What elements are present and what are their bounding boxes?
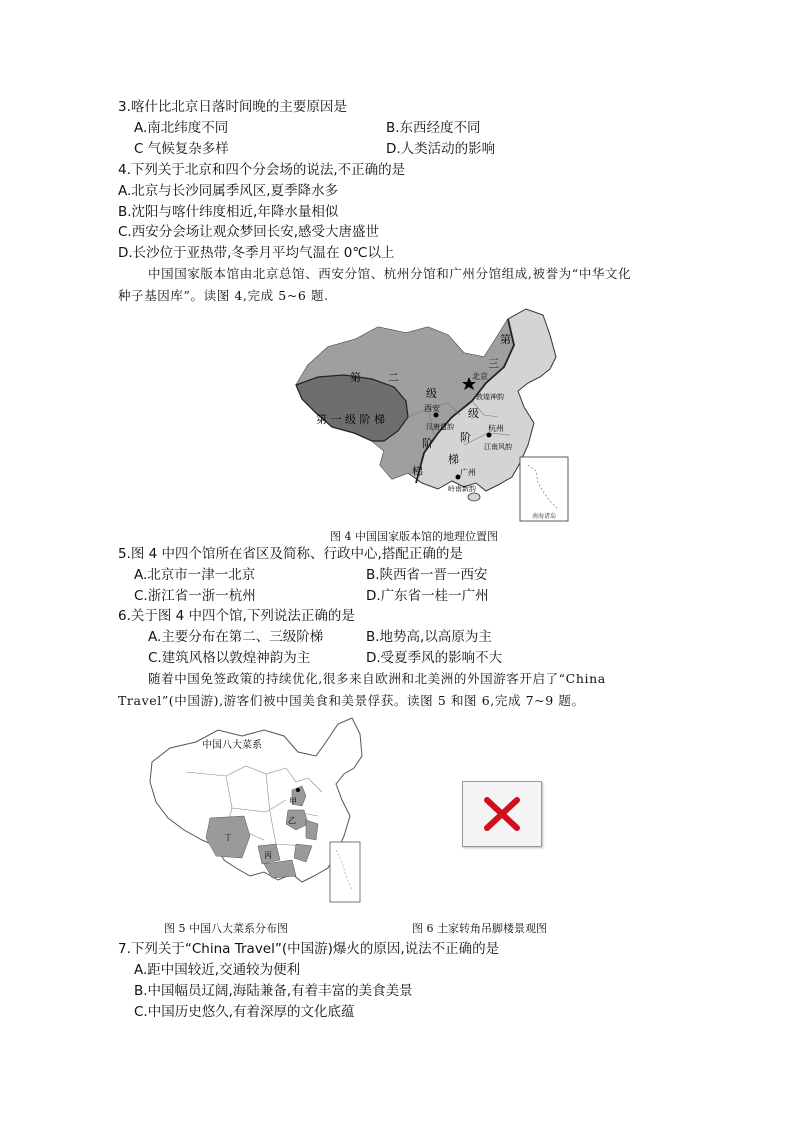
hangzhou-label: 杭州 [488, 424, 504, 433]
question-4-option-c: C.西安分会场让观众梦回长安,感受大唐盛世 [118, 224, 380, 240]
question-3-option-b: B.东西经度不同 [386, 120, 481, 136]
question-6-option-d: D.受夏季风的影响不大 [366, 650, 503, 666]
question-3-option-d: D.人类活动的影响 [386, 141, 496, 157]
beijing-label: 北京 [472, 372, 488, 381]
province-label-yi: 乙 [288, 816, 296, 825]
question-5-option-d: D.广东省一桂一广州 [366, 588, 489, 604]
xian-dot [434, 413, 439, 418]
question-6-option-b: B.地势高,以高原为主 [366, 629, 492, 645]
beijing-dot-fig5 [296, 788, 300, 792]
second-step-label-di: 第 [350, 371, 361, 384]
question-4-option-a: A.北京与长沙同属季风区,夏季降水多 [118, 183, 339, 199]
first-step-label: 第 一 级 阶 梯 [316, 413, 385, 426]
second-step-label-er: 二 [388, 371, 399, 384]
province-label-bing: 丙 [264, 851, 272, 860]
hangzhou-sub-label: 江南风韵 [484, 443, 512, 451]
question-6-option-c: C.建筑风格以敦煌神韵为主 [148, 650, 311, 666]
xian-sub-label: 汉唐遗韵 [426, 423, 454, 431]
intro-paragraph-2-line-1: 随着中国免签政策的持续优化,很多来自欧洲和北美洲的外国游客开启了“China [148, 671, 606, 686]
question-3-stem: 3.喀什比北京日落时间晚的主要原因是 [118, 99, 347, 115]
broken-image-icon [463, 782, 541, 846]
map-inset-label: 南海诸岛 [532, 513, 557, 520]
third-step-label-jie: 阶 [460, 431, 471, 444]
question-5-option-a: A.北京市一津一北京 [134, 567, 256, 583]
hangzhou-dot [487, 433, 492, 438]
figure-5-cuisine-map [146, 712, 366, 908]
question-6-stem: 6.关于图 4 中四个馆,下列说法正确的是 [118, 608, 355, 624]
second-step-label-jie: 阶 [422, 437, 433, 450]
province-label-ding: 丁 [224, 833, 232, 842]
figure-4-terrain-map [288, 305, 573, 525]
intro-paragraph-2-line-2: Travel”(中国游),游客们被中国美食和美景俘获。读图 5 和图 6,完成 7~9 题。 [118, 693, 585, 708]
third-step-label-ti: 梯 [448, 453, 459, 466]
question-7-option-a: A.距中国较近,交通较为便利 [134, 962, 301, 978]
question-5-stem: 5.图 4 中四个馆所在省区及简称、行政中心,搭配正确的是 [118, 546, 463, 562]
intro-paragraph-1-line-2: 种子基因库”。读图 4,完成 5~6 题. [118, 288, 329, 303]
guangzhou-label: 广州 [460, 468, 476, 477]
question-7-stem: 7.下列关于“China Travel”(中国游)爆火的原因,说法不正确的是 [118, 941, 500, 957]
question-3-option-c: C 气候复杂多样 [134, 141, 229, 157]
second-step-label-ji: 级 [426, 387, 437, 400]
xian-label: 西安 [424, 404, 440, 413]
third-step-label-san: 三 [488, 357, 499, 370]
question-4-option-d: D.长沙位于亚热带,冬季月平均气温在 0℃以上 [118, 245, 395, 261]
question-3-option-a: A.南北纬度不同 [134, 120, 229, 136]
figure-6-broken-image [462, 781, 542, 847]
third-step-label-di: 第 [500, 333, 511, 346]
question-7-option-c: C.中国历史悠久,有着深厚的文化底蕴 [134, 1004, 355, 1020]
map5-title: 中国八大菜系 [202, 740, 262, 751]
question-5-option-b: B.陕西省一晋一西安 [366, 567, 488, 583]
guangzhou-sub-label: 岭南新韵 [448, 485, 476, 493]
question-5-option-c: C.浙江省一浙一杭州 [134, 588, 256, 604]
question-6-option-a: A.主要分布在第二、三级阶梯 [148, 629, 324, 645]
third-step-label-ji: 级 [468, 407, 479, 420]
question-7-option-b: B.中国幅员辽阔,海陆兼备,有着丰富的美食美景 [134, 983, 413, 999]
question-4-stem: 4.下列关于北京和四个分会场的说法,不正确的是 [118, 162, 406, 178]
beijing-sub-label: 敦煌神韵 [476, 393, 504, 401]
province-label-jia: 甲 [289, 797, 297, 806]
figure-6-caption: 图 6 土家转角吊脚楼景观图 [412, 922, 547, 935]
figure-5-caption: 图 5 中国八大菜系分布图 [164, 922, 288, 935]
figure-4-caption: 图 4 中国国家版本馆的地理位置图 [330, 530, 498, 543]
question-4-option-b: B.沈阳与喀什纬度相近,年降水量相似 [118, 204, 339, 220]
second-step-label-ti: 梯 [412, 465, 423, 478]
intro-paragraph-1-line-1: 中国国家版本馆由北京总馆、西安分馆、杭州分馆和广州分馆组成,被誉为“中华文化 [148, 266, 632, 281]
